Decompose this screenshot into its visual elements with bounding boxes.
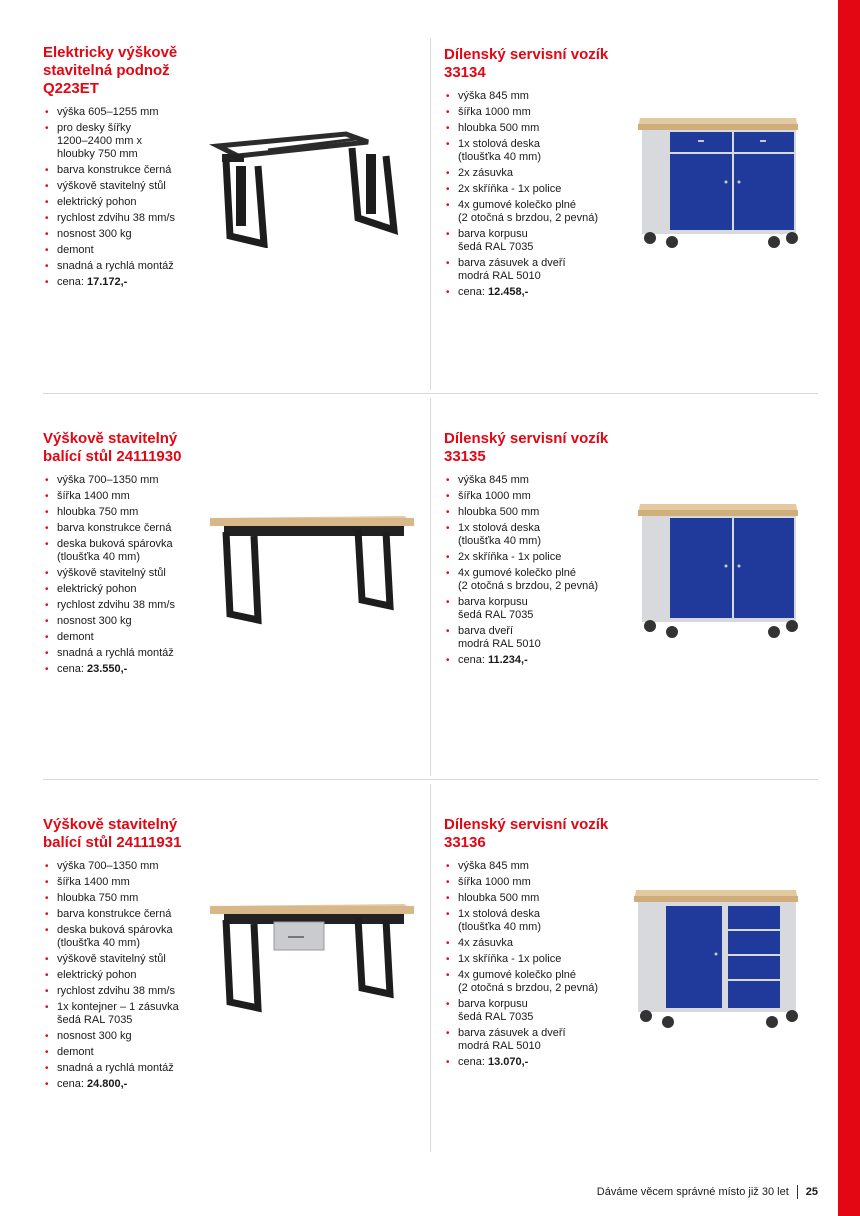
spec-line: • 4x gumové kolečko plné xyxy=(458,969,577,981)
spec-list xyxy=(43,474,213,676)
spec-line: • barva zásuvek a dveří xyxy=(458,257,566,269)
spec-item xyxy=(43,969,213,982)
spec-line: • rychlost zdvihu 38 mm/s xyxy=(57,985,175,997)
spec-line: • výška 605–1255 mm xyxy=(57,106,159,118)
price-item xyxy=(444,1056,634,1069)
packing-table-24111930-image xyxy=(208,510,420,626)
spec-item xyxy=(444,257,634,283)
price-value: 11.234,- xyxy=(487,654,528,666)
packing-table-24111931-image xyxy=(208,898,420,1016)
product-title xyxy=(444,816,634,852)
spec-item xyxy=(444,892,634,905)
spec-item xyxy=(444,596,634,622)
spec-item xyxy=(43,876,213,889)
spec-line: šedá RAL 7035 xyxy=(458,1011,534,1023)
spec-line: (2 otočná s brzdou, 2 pevná) xyxy=(458,982,599,994)
spec-item xyxy=(43,228,213,241)
price-label: cena: xyxy=(57,1078,84,1090)
spec-item xyxy=(43,953,213,966)
spec-item xyxy=(43,985,213,998)
spec-item xyxy=(444,490,634,503)
spec-line: • 4x zásuvka xyxy=(458,937,514,949)
spec-line: (tloušťka 40 mm) xyxy=(458,151,541,163)
spec-line: 1200–2400 mm x xyxy=(57,135,142,147)
spec-line: • výška 845 mm xyxy=(458,90,529,102)
spec-line: • 1x stolová deska xyxy=(458,908,540,920)
spec-line: • hloubka 500 mm xyxy=(458,506,540,518)
spec-item xyxy=(43,212,213,225)
spec-line: • demont xyxy=(57,1046,94,1058)
spec-item xyxy=(444,474,634,487)
spec-item xyxy=(444,183,634,196)
spec-line: • výškově stavitelný stůl xyxy=(57,567,166,579)
spec-list xyxy=(444,474,634,667)
spec-line: • výška 700–1350 mm xyxy=(57,860,159,872)
spec-line: • výška 845 mm xyxy=(458,860,529,872)
table-frame-image xyxy=(208,126,420,248)
spec-item xyxy=(444,551,634,564)
row-divider-2 xyxy=(43,779,818,780)
product-title xyxy=(43,816,213,852)
spec-line: • šířka 1000 mm xyxy=(458,876,531,888)
cart-33136-image xyxy=(632,886,802,1030)
spec-list xyxy=(444,90,634,299)
spec-line: • snadná a rychlá montáž xyxy=(57,260,174,272)
product-33136 xyxy=(444,816,634,1072)
spec-line: • šířka 1000 mm xyxy=(458,490,531,502)
spec-item xyxy=(444,1027,634,1053)
spec-line: (tloušťka 40 mm) xyxy=(57,551,140,563)
product-title-line: Elektricky výškově xyxy=(43,44,178,61)
spec-line: • výška 845 mm xyxy=(458,474,529,486)
spec-line: • elektrický pohon xyxy=(57,196,137,208)
product-q223et xyxy=(43,44,213,292)
product-title xyxy=(444,430,634,466)
product-title-line: Dílenský servisní vozík xyxy=(444,816,609,833)
spec-line: • deska buková spárovka xyxy=(57,924,173,936)
spec-line: • hloubka 750 mm xyxy=(57,892,139,904)
spec-item xyxy=(43,474,213,487)
spec-item xyxy=(43,164,213,177)
spec-line: hloubky 750 mm xyxy=(57,148,138,160)
row-divider-1 xyxy=(43,393,818,394)
red-edge-bar xyxy=(838,0,860,1216)
spec-item xyxy=(43,1062,213,1075)
spec-item xyxy=(43,506,213,519)
product-title-line: 33134 xyxy=(444,64,486,81)
spec-line: • výška 700–1350 mm xyxy=(57,474,159,486)
spec-item xyxy=(43,522,213,535)
footer-separator xyxy=(797,1185,798,1199)
product-title-line: stavitelná podnož xyxy=(43,62,170,79)
spec-line: • výškově stavitelný stůl xyxy=(57,180,166,192)
spec-item xyxy=(43,106,213,119)
spec-line: • barva konstrukce černá xyxy=(57,908,172,920)
spec-line: • barva dveří xyxy=(458,625,514,637)
spec-line: • elektrický pohon xyxy=(57,583,137,595)
product-title-line: balící stůl 24111930 xyxy=(43,448,182,465)
spec-line: • barva korpusu xyxy=(458,228,528,240)
spec-item xyxy=(444,122,634,135)
spec-line: (tloušťka 40 mm) xyxy=(57,937,140,949)
spec-line: • nosnost 300 kg xyxy=(57,615,132,627)
product-title-line: balící stůl 24111931 xyxy=(43,834,182,851)
spec-item xyxy=(43,924,213,950)
column-divider-2 xyxy=(430,398,431,776)
spec-line: • výškově stavitelný stůl xyxy=(57,953,166,965)
spec-item xyxy=(43,122,213,161)
spec-line: • 1x kontejner – 1 zásuvka xyxy=(57,1001,179,1013)
spec-item xyxy=(43,196,213,209)
spec-line: • rychlost zdvihu 38 mm/s xyxy=(57,599,175,611)
spec-item xyxy=(43,1030,213,1043)
price-label: cena: xyxy=(458,654,485,666)
spec-line: • 2x skříňka - 1x police xyxy=(458,183,562,195)
spec-list xyxy=(43,860,213,1091)
spec-line: šedá RAL 7035 xyxy=(458,609,534,621)
spec-item xyxy=(444,138,634,164)
spec-item xyxy=(43,244,213,257)
page-number: 25 xyxy=(805,1186,818,1198)
product-title xyxy=(43,44,213,98)
product-33134 xyxy=(444,46,634,302)
spec-line: • barva konstrukce černá xyxy=(57,522,172,534)
spec-item xyxy=(43,860,213,873)
spec-item xyxy=(43,1046,213,1059)
spec-item xyxy=(444,228,634,254)
spec-line: modrá RAL 5010 xyxy=(458,638,541,650)
spec-line: • 2x skříňka - 1x police xyxy=(458,551,562,563)
spec-list xyxy=(444,860,634,1069)
spec-item xyxy=(444,567,634,593)
spec-line: (2 otočná s brzdou, 2 pevná) xyxy=(458,580,599,592)
spec-line: (tloušťka 40 mm) xyxy=(458,921,541,933)
product-title-line: Q223ET xyxy=(43,80,99,97)
spec-item xyxy=(444,953,634,966)
price-item xyxy=(444,286,634,299)
price-value: 17.172,- xyxy=(86,276,128,288)
cart-33134-image xyxy=(636,112,802,248)
price-label: cena: xyxy=(57,276,84,288)
spec-line: (tloušťka 40 mm) xyxy=(458,535,541,547)
spec-item xyxy=(43,538,213,564)
product-title-line: Dílenský servisní vozík xyxy=(444,430,609,447)
spec-item xyxy=(444,860,634,873)
spec-line: • barva korpusu xyxy=(458,596,528,608)
product-title xyxy=(444,46,634,82)
spec-item xyxy=(444,908,634,934)
spec-item xyxy=(444,998,634,1024)
spec-item xyxy=(444,199,634,225)
spec-line: • šířka 1400 mm xyxy=(57,876,130,888)
spec-line: • hloubka 500 mm xyxy=(458,892,540,904)
spec-line: • šířka 1400 mm xyxy=(57,490,130,502)
spec-item xyxy=(43,1001,213,1027)
spec-line: modrá RAL 5010 xyxy=(458,1040,541,1052)
spec-item xyxy=(43,583,213,596)
spec-line: • 1x stolová deska xyxy=(458,522,540,534)
spec-item xyxy=(43,892,213,905)
spec-line: • 2x zásuvka xyxy=(458,167,514,179)
spec-item xyxy=(43,490,213,503)
spec-line: • 1x skříňka - 1x police xyxy=(458,953,562,965)
price-item xyxy=(444,654,634,667)
product-title-line: 33135 xyxy=(444,448,486,465)
spec-line: • hloubka 500 mm xyxy=(458,122,540,134)
spec-item xyxy=(444,937,634,950)
spec-item xyxy=(444,90,634,103)
spec-item xyxy=(444,876,634,889)
spec-line: • nosnost 300 kg xyxy=(57,1030,132,1042)
product-24111931 xyxy=(43,816,213,1094)
spec-line: • demont xyxy=(57,244,94,256)
spec-line: • barva konstrukce černá xyxy=(57,164,172,176)
spec-item xyxy=(444,106,634,119)
footer-slogan: Dáváme věcem správné místo již 30 let xyxy=(596,1186,789,1198)
spec-line: • 4x gumové kolečko plné xyxy=(458,199,577,211)
price-value: 23.550,- xyxy=(86,663,128,675)
spec-line: • demont xyxy=(57,631,94,643)
spec-line: • barva korpusu xyxy=(458,998,528,1010)
product-title-line: Dílenský servisní vozík xyxy=(444,46,609,63)
product-24111930 xyxy=(43,430,213,679)
spec-line: • snadná a rychlá montáž xyxy=(57,647,174,659)
spec-line: • deska buková spárovka xyxy=(57,538,173,550)
price-item xyxy=(43,663,213,676)
spec-line: • snadná a rychlá montáž xyxy=(57,1062,174,1074)
spec-item xyxy=(43,647,213,660)
price-label: cena: xyxy=(57,663,84,675)
spec-item xyxy=(444,625,634,651)
spec-item xyxy=(43,631,213,644)
column-divider-1 xyxy=(430,38,431,390)
price-item xyxy=(43,276,213,289)
product-title-line: Výškově stavitelný xyxy=(43,430,178,447)
spec-item xyxy=(444,167,634,180)
product-title-line: 33136 xyxy=(444,834,486,851)
spec-item xyxy=(43,260,213,273)
spec-line: • šířka 1000 mm xyxy=(458,106,531,118)
price-value: 12.458,- xyxy=(487,286,529,298)
product-title-line: Výškově stavitelný xyxy=(43,816,178,833)
spec-line: • nosnost 300 kg xyxy=(57,228,132,240)
spec-line: • elektrický pohon xyxy=(57,969,137,981)
cart-33135-image xyxy=(636,500,802,640)
spec-line: • hloubka 750 mm xyxy=(57,506,139,518)
product-title xyxy=(43,430,213,466)
spec-line: • barva zásuvek a dveří xyxy=(458,1027,566,1039)
price-item xyxy=(43,1078,213,1091)
spec-item xyxy=(43,599,213,612)
price-label: cena: xyxy=(458,286,485,298)
spec-item xyxy=(43,567,213,580)
spec-item xyxy=(444,522,634,548)
product-33135 xyxy=(444,430,634,670)
spec-item xyxy=(43,180,213,193)
spec-line: modrá RAL 5010 xyxy=(458,270,541,282)
spec-item xyxy=(444,506,634,519)
spec-line: šedá RAL 7035 xyxy=(57,1014,133,1026)
spec-item xyxy=(444,969,634,995)
spec-line: • rychlost zdvihu 38 mm/s xyxy=(57,212,175,224)
spec-line: (2 otočná s brzdou, 2 pevná) xyxy=(458,212,599,224)
spec-line: šedá RAL 7035 xyxy=(458,241,534,253)
price-label: cena: xyxy=(458,1056,485,1068)
price-value: 13.070,- xyxy=(487,1056,529,1068)
column-divider-3 xyxy=(430,784,431,1152)
spec-list xyxy=(43,106,213,289)
spec-line: • pro desky šířky xyxy=(57,122,131,134)
spec-line: • 1x stolová deska xyxy=(458,138,540,150)
page-footer xyxy=(597,1185,818,1199)
spec-line: • 4x gumové kolečko plné xyxy=(458,567,577,579)
price-value: 24.800,- xyxy=(86,1078,128,1090)
spec-item xyxy=(43,615,213,628)
spec-item xyxy=(43,908,213,921)
